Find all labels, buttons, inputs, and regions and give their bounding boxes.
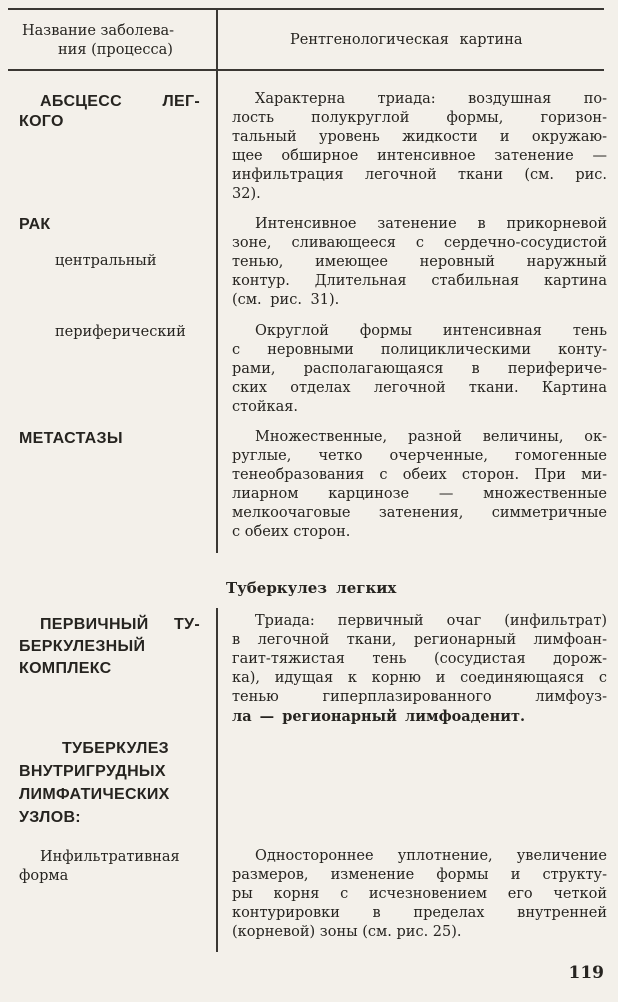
row-desc-primary-complex-line6: ла — регионарный лимфоаденит.	[232, 708, 525, 725]
row-desc-peripheral-line3: рами, располагающаяся в перифериче-	[232, 361, 607, 377]
row-name-abscess-line1: АБСЦЕСС ЛЕГ-	[40, 93, 200, 110]
row-desc-metastases-line2: руглые, четко очерченные, гомогенные	[232, 448, 607, 464]
page-number: 119	[568, 963, 604, 983]
row-desc-abscess-line4: щее обширное интенсивное затенение —	[232, 148, 607, 164]
row-desc-abscess-line1: Характерна триада: воздушная по-	[255, 91, 607, 107]
row-desc-infiltrative-line1: Одностороннее уплотнение, увеличение	[255, 848, 607, 864]
row-desc-abscess-line2: лость полукруглой формы, горизон-	[232, 110, 607, 126]
row-name-metastases: МЕТАСТАЗЫ	[19, 430, 123, 447]
row-desc-central-line5: (см. рис. 31).	[232, 292, 340, 308]
row-desc-central-line4: контур. Длительная стабильная картина	[232, 273, 607, 289]
header-bottom-rule	[8, 69, 604, 71]
row-desc-primary-complex-line5: тенью гиперплазированного лимфоуз-	[232, 689, 607, 705]
row-desc-abscess-line5: инфильтрация легочной ткани (см. рис.	[232, 167, 607, 183]
row-name-primary-complex-line1: ПЕРВИЧНЫЙ ТУ-	[40, 616, 200, 633]
section-heading-tuberculosis: Туберкулез легких	[226, 579, 397, 597]
row-name-cancer: РАК	[19, 216, 51, 233]
header-col1-line1: Название заболева-	[22, 23, 175, 39]
row-sub-peripheral: периферический	[55, 324, 186, 340]
row-desc-central-line1: Интенсивное затенение в прикорневой	[255, 216, 607, 232]
row-desc-infiltrative-line4: контурировки в пределах внутренней	[232, 905, 607, 921]
row-desc-metastases-line6: с обеих сторон.	[232, 524, 351, 540]
row-desc-central-line2: зоне, сливающееся с сердечно-сосудистой	[232, 235, 607, 251]
row-desc-primary-complex-line1: Триада: первичный очаг (инфильтрат)	[255, 613, 607, 629]
row-desc-primary-complex-line4: ка), идущая к корню и соединяющаяся с	[232, 670, 607, 686]
row-desc-peripheral-line5: стойкая.	[232, 399, 299, 415]
header-column-divider	[216, 10, 218, 69]
row-name-primary-complex-line3: КОМПЛЕКС	[19, 660, 112, 677]
row-desc-metastases-line5: мелкоочаговые затенения, симметричные	[232, 505, 607, 521]
column-divider-2	[216, 608, 218, 952]
row-desc-metastases-line4: лиарном карцинозе — множественные	[232, 486, 607, 502]
row-desc-abscess-line3: тальный уровень жидкости и окружаю-	[232, 129, 607, 145]
row-desc-primary-complex-line3: гаит-тяжистая тень (сосудистая дорож-	[232, 651, 607, 667]
row-name-lymph-nodes-line2: ВНУТРИГРУДНЫХ	[19, 763, 166, 780]
row-desc-metastases-line1: Множественные, разной величины, ок-	[255, 429, 607, 445]
row-desc-peripheral-line1: Округлой формы интенсивная тень	[255, 323, 607, 339]
row-name-lymph-nodes-line4: УЗЛОВ:	[19, 809, 81, 826]
row-desc-infiltrative-line5: (корневой) зоны (см. рис. 25).	[232, 924, 462, 940]
row-desc-peripheral-line2: с неровными полициклическими конту-	[232, 342, 607, 358]
column-divider-1	[216, 71, 218, 553]
row-sub-central: центральный	[55, 253, 157, 269]
row-desc-metastases-line3: тенеобразования с обеих сторон. При ми-	[232, 467, 607, 483]
row-desc-abscess-line6: 32).	[232, 186, 261, 202]
top-rule	[8, 8, 604, 10]
header-col1-line2: ния (процесса)	[58, 42, 173, 58]
row-sub-infiltrative-line1: Инфильтративная	[40, 849, 180, 865]
row-name-abscess-line2: КОГО	[19, 113, 64, 130]
row-desc-peripheral-line4: ских отделах легочной ткани. Картина	[232, 380, 607, 396]
row-desc-central-line3: тенью, имеющее неровный наружный	[232, 254, 607, 270]
row-desc-infiltrative-line2: размеров, изменение формы и структу-	[232, 867, 607, 883]
row-name-lymph-nodes-line1: ТУБЕРКУЛЕЗ	[62, 740, 169, 757]
header-col2: Рентгенологическая картина	[290, 32, 523, 48]
row-sub-infiltrative-line2: форма	[19, 868, 69, 884]
row-name-primary-complex-line2: БЕРКУЛЕЗНЫЙ	[19, 638, 146, 655]
row-desc-infiltrative-line3: ры корня с исчезновением его четкой	[232, 886, 607, 902]
row-name-lymph-nodes-line3: ЛИМФАТИЧЕСКИХ	[19, 786, 170, 803]
row-desc-primary-complex-line2: в легочной ткани, регионарный лимфоан-	[232, 632, 607, 648]
